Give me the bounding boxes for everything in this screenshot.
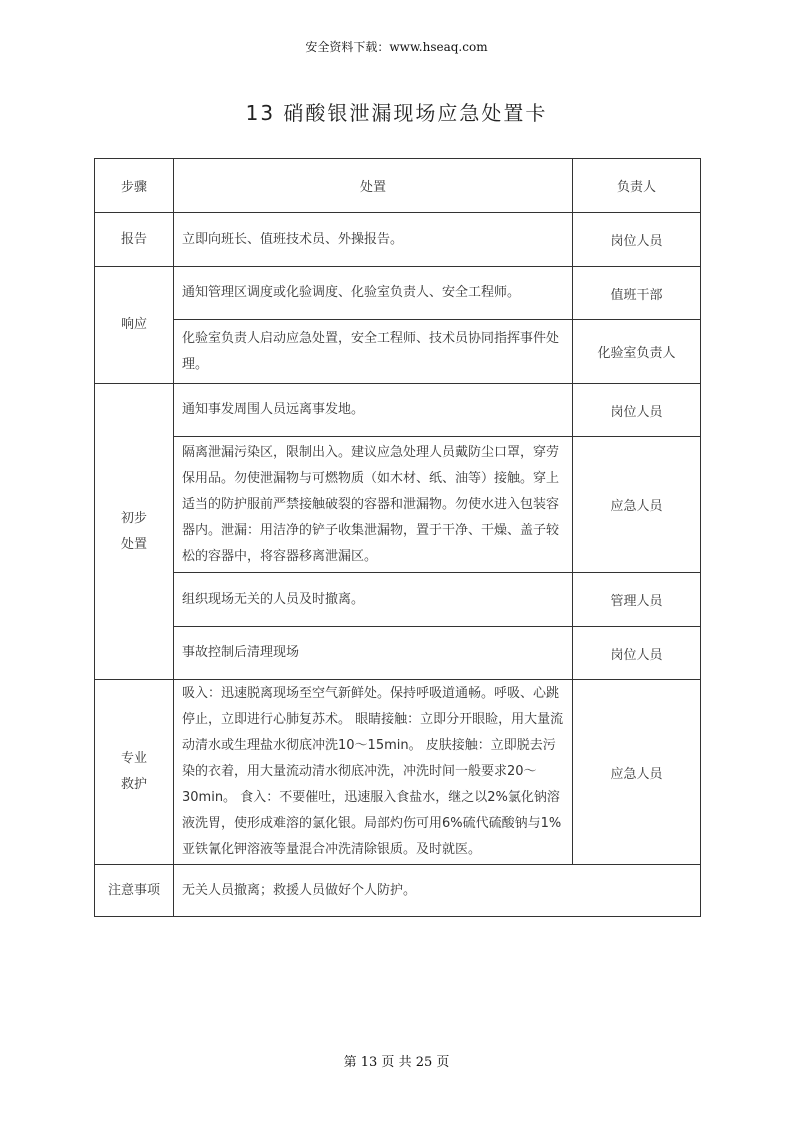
step-response: 响应 bbox=[95, 267, 174, 384]
step-initial-line1: 初步 bbox=[120, 510, 147, 526]
owner-initial-4: 岗位人员 bbox=[573, 627, 701, 680]
table-row-report bbox=[95, 213, 701, 267]
action-rescue: 吸入：迅速脱离现场至空气新鲜处。保持呼吸道通畅。呼吸、心跳停止，立即进行心肺复苏术。 眼睛接触：立即分开眼睑，用大量流动清水或生理盐水彻底冲洗10～15min。 皮肤接触：立即脱去污染的衣着，用大量流动清水彻底冲洗，冲洗时间一般要求20～30min。 食入：不要催吐，迅速服入食盐水，继之以2%氯化钠溶液洗胃，使形成难溶的氯化银。局部灼伤可用6%硫代硫酸钠与1%亚铁氰化钾溶液等量混合冲洗清除银质。及时就医。 bbox=[174, 680, 573, 865]
page-header-source: 安全资料下载：www.hseaq.com bbox=[305, 40, 488, 54]
action-initial-4: 事故控制后清理现场 bbox=[174, 627, 573, 680]
header-action: 处置 bbox=[174, 159, 573, 213]
page-title: 13 硝酸银泄漏现场应急处置卡 bbox=[245, 101, 548, 125]
step-initial-line2: 处置 bbox=[120, 536, 147, 552]
owner-report: 岗位人员 bbox=[573, 213, 701, 267]
step-notes: 注意事项 bbox=[95, 865, 174, 917]
table-row-rescue bbox=[95, 680, 701, 865]
table-row-initial-2 bbox=[95, 437, 701, 573]
page-footer: 第 13 页 共 25 页 bbox=[343, 1055, 450, 1070]
step-rescue bbox=[95, 680, 174, 865]
action-report: 立即向班长、值班技术员、外操报告。 bbox=[174, 213, 573, 267]
owner-initial-1: 岗位人员 bbox=[573, 384, 701, 437]
owner-initial-3: 管理人员 bbox=[573, 573, 701, 627]
table-row-initial-3 bbox=[95, 573, 701, 627]
header-step: 步骤 bbox=[95, 159, 174, 213]
owner-response-1: 值班干部 bbox=[573, 267, 701, 320]
owner-rescue: 应急人员 bbox=[573, 680, 701, 865]
table-row-initial-1 bbox=[95, 384, 701, 437]
action-initial-3: 组织现场无关的人员及时撤离。 bbox=[174, 573, 573, 627]
action-response-1: 通知管理区调度或化验调度、化验室负责人、安全工程师。 bbox=[174, 267, 573, 320]
table-header-row bbox=[95, 159, 701, 213]
step-report: 报告 bbox=[95, 213, 174, 267]
table-row-response-2 bbox=[95, 320, 701, 384]
action-notes: 无关人员撤离；救援人员做好个人防护。 bbox=[174, 865, 701, 917]
action-initial-1: 通知事发周围人员远离事发地。 bbox=[174, 384, 573, 437]
action-initial-2: 隔离泄漏污染区，限制出入。建议应急处理人员戴防尘口罩，穿劳保用品。勿使泄漏物与可燃物质（如木材、纸、油等）接触。穿上适当的防护服前严禁接触破裂的容器和泄漏物。勿使水进入包装容器内。泄漏：用洁净的铲子收集泄漏物，置于干净、干燥、盖子较松的容器中，将容器移离泄漏区。 bbox=[174, 437, 573, 573]
header-owner: 负责人 bbox=[573, 159, 701, 213]
emergency-procedure-table bbox=[94, 158, 701, 917]
table-row-notes bbox=[95, 865, 701, 917]
owner-initial-2: 应急人员 bbox=[573, 437, 701, 573]
table-row-initial-4 bbox=[95, 627, 701, 680]
step-rescue-line1: 专业 bbox=[120, 751, 147, 766]
table-row-response-1 bbox=[95, 267, 701, 320]
action-response-2: 化验室负责人启动应急处置，安全工程师、技术员协同指挥事件处理。 bbox=[174, 320, 573, 384]
step-rescue-line2: 救护 bbox=[120, 777, 147, 792]
owner-response-2: 化验室负责人 bbox=[573, 320, 701, 384]
step-initial bbox=[95, 384, 174, 680]
